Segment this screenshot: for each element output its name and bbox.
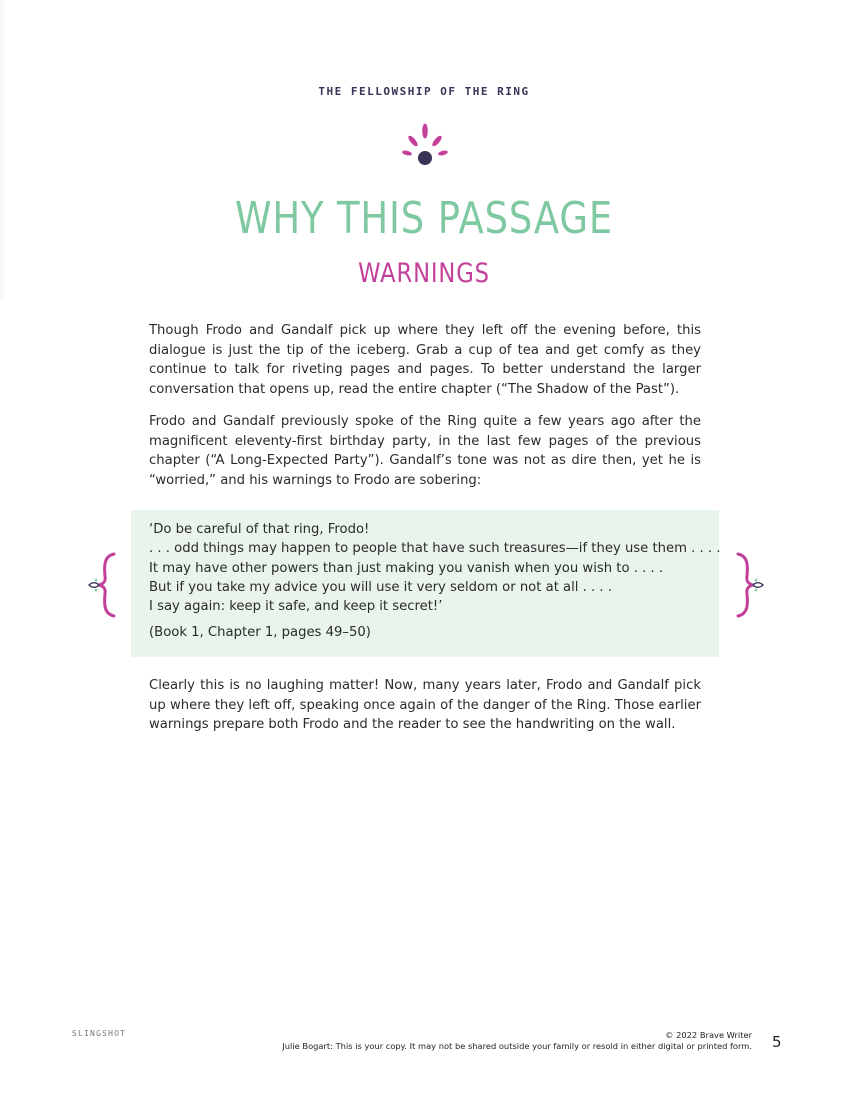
quote-citation: (Book 1, Chapter 1, pages 49–50)	[149, 625, 371, 641]
left-brace-icon	[86, 550, 122, 620]
license-notice: Julie Bogart: This is your copy. It may not be shared outside your family or resold in either digital or printed form.	[282, 1041, 752, 1051]
slingshot-logo: SLINGSHOT	[72, 1029, 127, 1038]
sprout-dot-icon	[398, 120, 452, 168]
page-edge-shadow	[0, 0, 6, 300]
section-subtitle: WARNINGS	[358, 258, 490, 289]
conclusion-paragraph: Clearly this is no laughing matter! Now, many years later, Frodo and Gandalf pick up where they left off, speaking once again of the danger of the Ring. Those earlier warnings prepare both Frodo and the reader to see the handwriting on the wall.	[149, 678, 701, 732]
intro-paragraph: Though Frodo and Gandalf pick up where they left off the evening before, this dialogue is just the tip of the iceberg. Grab a cup of tea and get comfy as they continue to talk for riveting pages and pages. To better understand the larger conversation that opens up, read the entire chapter (“The Shadow of the Past”).	[149, 323, 701, 397]
quote-block	[131, 510, 719, 657]
footer-notice	[282, 1030, 752, 1052]
quote-line: ‘Do be careful of that ring, Frodo!	[149, 522, 370, 537]
context-paragraph: Frodo and Gandalf previously spoke of the Ring quite a few years ago after the magnificent eleventy-first birthday party, in the last few pages of the previous chapter (“A Long-Expected Party”). Gandalf’s tone was not as dire then, yet he is “worried,” and his warnings to Frodo are sobering:	[149, 414, 701, 488]
running-title: THE FELLOWSHIP OF THE RING	[318, 85, 530, 98]
quote-line: . . . odd things may happen to people that have such treasures—if they use them . . . .	[149, 541, 721, 557]
quote-line: But if you take my advice you will use it very seldom or not at all . . . .	[149, 579, 613, 595]
page-number: 5	[772, 1033, 782, 1051]
quote-line: It may have other powers than just making you vanish when you wish to . . . .	[149, 560, 664, 576]
quote-line: I say again: keep it safe, and keep it secret!’	[149, 599, 443, 615]
section-title: WHY THIS PASSAGE	[234, 193, 614, 244]
right-brace-icon	[730, 550, 766, 620]
copyright-text: © 2022 Brave Writer	[665, 1030, 752, 1040]
